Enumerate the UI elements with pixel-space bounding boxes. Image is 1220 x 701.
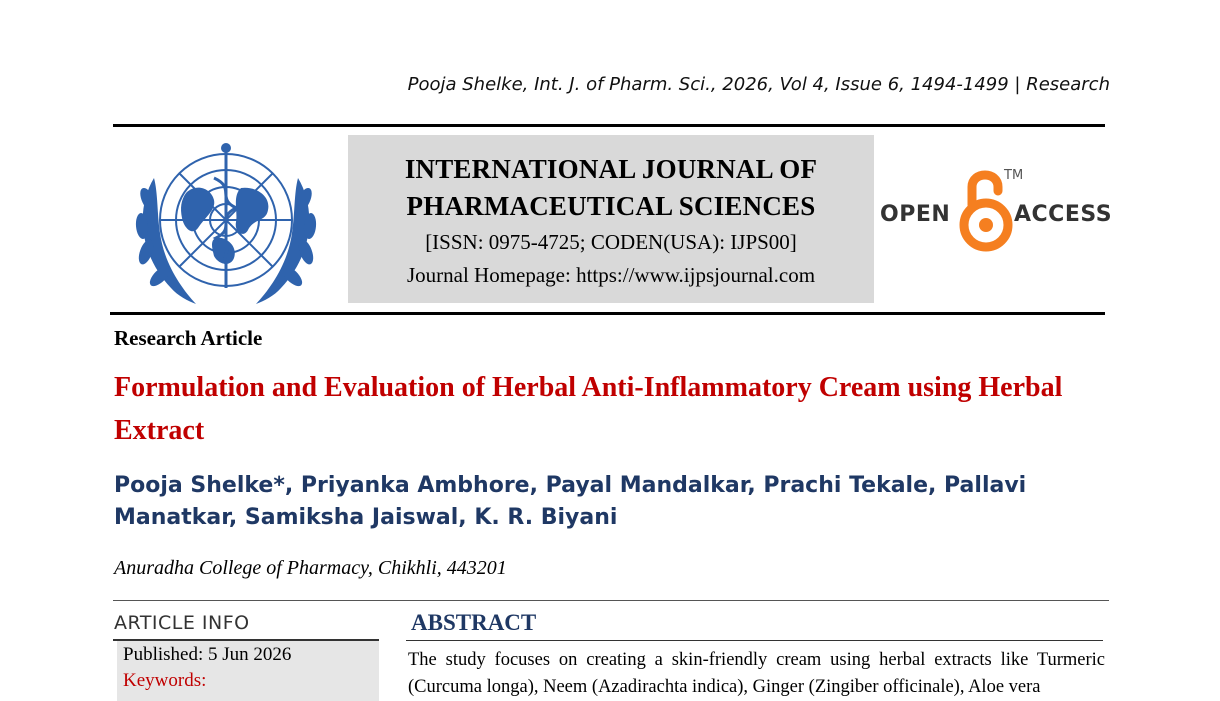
- open-access-logo: [880, 165, 1113, 253]
- article-title: Formulation and Evaluation of Herbal Anti-Inflammatory Cream using Herbal Extract: [114, 372, 1063, 446]
- article-type: Research Article: [114, 326, 263, 350]
- abstract-heading: ABSTRACT: [411, 610, 537, 635]
- journal-name-line-1: INTERNATIONAL JOURNAL OF: [404, 154, 818, 184]
- article-info-box: [117, 641, 379, 701]
- open-access-word-access: ACCESS: [1014, 202, 1113, 227]
- journal-masthead: [348, 135, 874, 303]
- journal-homepage-link[interactable]: Journal Homepage: https://www.ijpsjournal.com: [406, 263, 816, 287]
- open-access-word-open: OPEN: [880, 202, 951, 227]
- article-info-heading: ARTICLE INFO: [114, 612, 250, 634]
- header-top-rule: [113, 124, 1105, 127]
- un-style-globe-emblem-icon: [126, 138, 326, 306]
- author-list: Pooja Shelke*, Priyanka Ambhore, Payal Mandalkar, Prachi Tekale, Pallavi Manatkar, Samiksha Jaiswal, K. R. Biyani: [114, 473, 1027, 530]
- published-date: Published: 5 Jun 2026: [123, 644, 292, 665]
- header-bottom-rule: [110, 312, 1105, 315]
- abstract-text: The study focuses on creating a skin-friendly cream using herbal extracts like Turmeric (Curcuma longa), Neem (Azadirachta indica), Ginger (Zingiber officinale), Aloe vera: [408, 650, 1105, 697]
- open-access-trademark: TM: [1004, 168, 1024, 183]
- author-affiliation: Anuradha College of Pharmacy, Chikhli, 443201: [114, 557, 507, 579]
- journal-name-line-2: PHARMACEUTICAL SCIENCES: [406, 191, 816, 221]
- keywords-label: Keywords:: [123, 670, 207, 691]
- abstract-rule: [406, 640, 1103, 641]
- section-divider: [113, 600, 1109, 601]
- journal-name: [348, 151, 874, 225]
- running-header: Pooja Shelke, Int. J. of Pharm. Sci., 2026, Vol 4, Issue 6, 1494-1499 | Research: [407, 74, 1110, 95]
- journal-issn: [ISSN: 0975-4725; CODEN(USA): IJPS00]: [425, 230, 797, 254]
